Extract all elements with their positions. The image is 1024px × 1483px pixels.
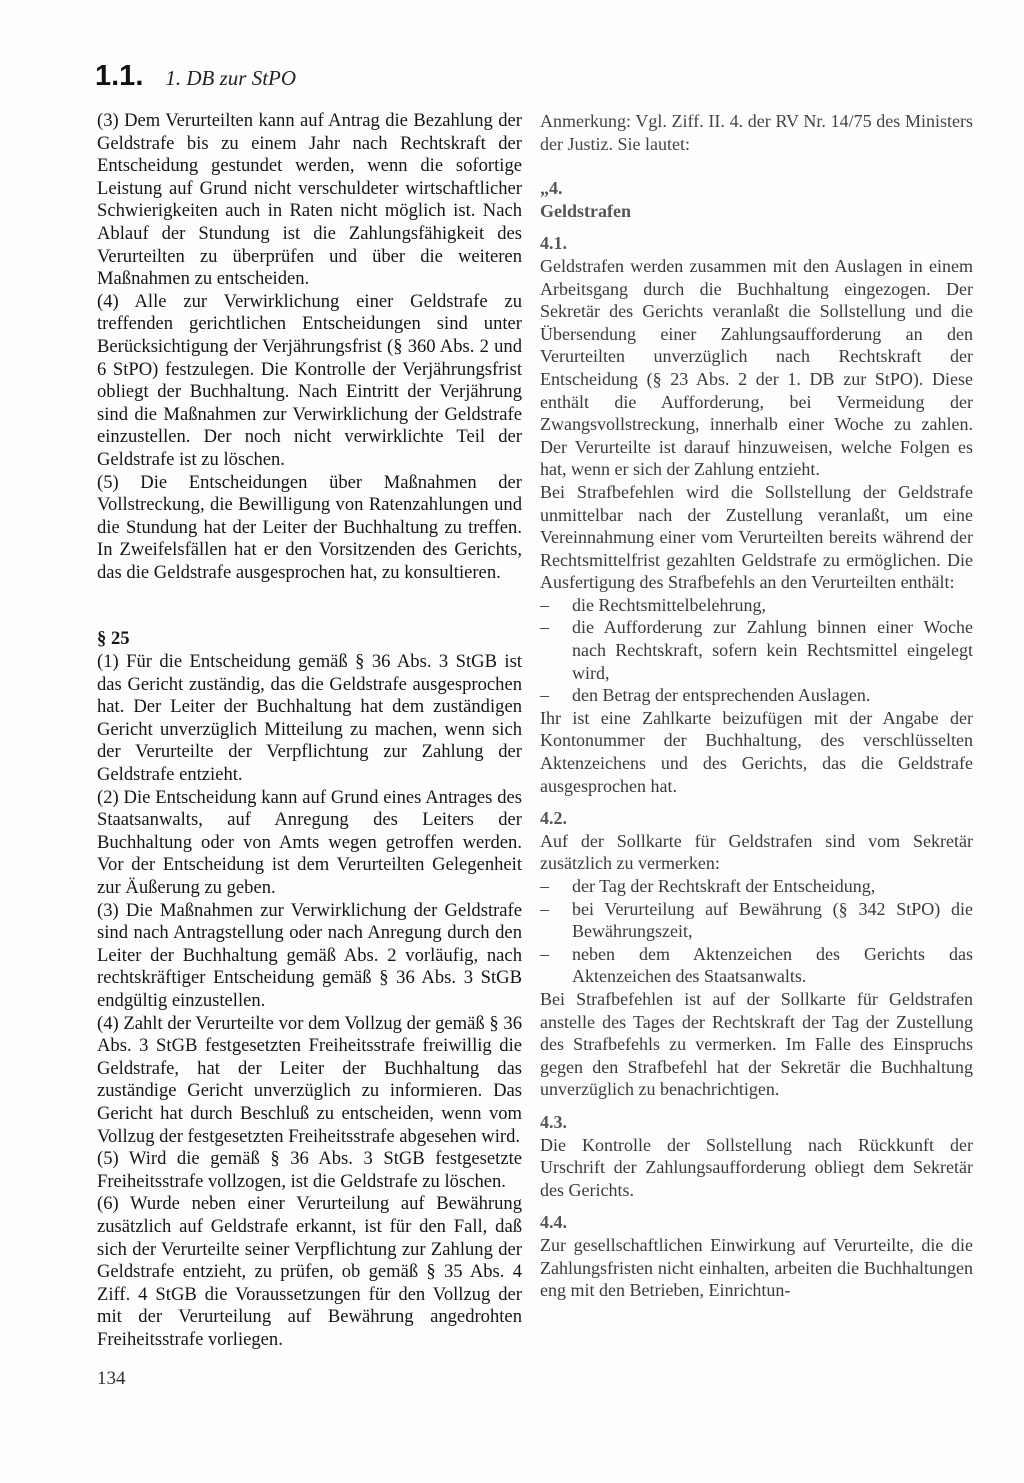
text-4-1-b: Bei Strafbefehlen wird die Sollstellung der Geldstrafe unmittelbar nach der Zustellung veranlaßt, um eine Vereinnahmung einer vom Verurteilten bereits während der Rechtsmittelfrist gezahlten Geldstrafe zu ermöglichen. Die Ausfertigung des Strafbefehls an den Verurteilten enthält: [540, 481, 973, 593]
left-column [97, 110, 522, 1351]
s25-paragraph-4: (4) Zahlt der Verurteilte vor dem Vollzug der gemäß § 36 Abs. 3 StGB festgesetzten Freiheitsstrafe freiwillig die Geldstrafe, hat der Leiter der Buchhaltung das zuständige Gericht unverzüglich zu informieren. Das Gericht hat durch Beschluß zu entscheiden, wenn vom Vollzug der festgesetzten Freiheitsstrafe abgesehen wird. [97, 1012, 522, 1147]
s25-paragraph-5: (5) Wird die gemäß § 36 Abs. 3 StGB festgesetzte Freiheitsstrafe vollzogen, ist die Geldstrafe zu löschen. [97, 1148, 522, 1192]
heading-4-2: 4.2. [540, 808, 567, 829]
page-number: 134 [97, 1368, 126, 1389]
text-4-1-c: Ihr ist eine Zahlkarte beizufügen mit der Angabe der Kontonummer der Buchhaltung, des verschlüsselten Aktenzeichens und des Gerichts, das die Geldstrafe ausgesprochen hat. [540, 707, 973, 796]
annotation-note: Anmerkung: Vgl. Ziff. II. 4. der RV Nr. 14/75 des Ministers der Justiz. Sie lautet: [540, 111, 973, 154]
text-4-1-a: Geldstrafen werden zusammen mit den Auslagen in einem Arbeitsgang durch die Buchhaltung eingezogen. Der Sekretär des Gerichts veranlaßt die Sollstellung und die Übersendung einer Zahlungsaufforderung an den Verurteilten unverzüglich nach Rechtskraft der Entscheidung (§ 23 Abs. 2 der 1. DB zur StPO). Diese enthält die Aufforderung, bei Vermeidung der Zwangsvollstreckung, innerhalb einer Woche zu zahlen. Der Verurteilte ist darauf hinzuweisen, welche Folgen es hat, wenn er sich der Zahlung entzieht. [540, 255, 973, 480]
heading-4-3: 4.3. [540, 1111, 567, 1132]
list-4-1 [540, 594, 973, 707]
list-item: – neben dem Aktenzeichen des Gerichts das Aktenzeichen des Staatsanwalts. [540, 943, 973, 988]
paragraph-3: (3) Dem Verurteilten kann auf Antrag die Bezahlung der Geldstrafe bis zu einem Jahr nach Rechtskraft der Entscheidung gestundet werden, wenn die sofortige Leistung auf Grund nicht verschuldeter wirtschaftlicher Schwierigkeiten auch in Raten nicht möglich ist. Nach Ablauf der Stundung ist die Zahlungsfähigkeit des Verurteilten zu überprüfen und über die weiteren Maßnahmen zu entscheiden. [97, 110, 522, 290]
text-4-2-b: Bei Strafbefehlen ist auf der Sollkarte für Geldstrafen anstelle des Tages der Rechtskraft der Tag der Zustellung des Strafbefehls zu vermerken. Im Falle des Einspruchs gegen den Strafbefehl hat der Sekretär die Buchhaltung unverzüglich zu benachrichtigen. [540, 988, 973, 1100]
heading-geldstrafen: Geldstrafen [540, 200, 631, 221]
heading-4-4: 4.4. [540, 1212, 567, 1233]
list-item: – bei Verurteilung auf Bewährung (§ 342 StPO) die Bewährungszeit, [540, 898, 973, 943]
section-title: 1. DB zur StPO [165, 66, 297, 90]
section-25-heading: § 25 [97, 628, 130, 650]
text-4-2-a: Auf der Sollkarte für Geldstrafen sind vom Sekretär zusätzlich zu vermerken: [540, 830, 973, 874]
running-header [95, 60, 296, 93]
s25-paragraph-3: (3) Die Maßnahmen zur Verwirklichung der Geldstrafe sind nach Antragstellung oder nach Anregung durch den Leiter der Buchhaltung gemäß Abs. 2 vorläufig, nach rechtskräftiger Entscheidung gemäß § 36 Abs. 3 StGB endgültig einzustellen. [97, 899, 522, 1011]
s25-paragraph-2: (2) Die Entscheidung kann auf Grund eines Antrages des Staatsanwalts, auf Anregung des Leiters der Buchhaltung oder von Amts wegen getroffen werden. Vor der Entscheidung ist dem Verurteilten Gelegenheit zur Äußerung zu geben. [97, 786, 522, 898]
s25-paragraph-1: (1) Für die Entscheidung gemäß § 36 Abs. 3 StGB ist das Gericht zuständig, das die Geldstrafe ausgesprochen hat. Der Leiter der Buchhaltung hat dem zuständigen Gericht unverzüglich Mitteilung zu machen, wenn sich der Verurteilte der Verpflichtung zur Zahlung der Geldstrafe entzieht. [97, 651, 522, 786]
right-column [540, 110, 973, 1302]
heading-4: „4. [540, 178, 563, 199]
heading-4-1: 4.1. [540, 233, 567, 254]
section-number: 1.1. [95, 60, 144, 92]
paragraph-4: (4) Alle zur Verwirklichung einer Geldstrafe zu treffenden gerichtlichen Entscheidungen sind unter Berücksichtigung der Verjährungsfrist (§ 360 Abs. 2 und 6 StPO) festzulegen. Die Kontrolle der Verjährungsfrist obliegt der Buchhaltung. Nach Eintritt der Verjährung sind die Maßnahmen zur Verwirklichung der Geldstrafe einzustellen. Der noch nicht verwirklichte Teil der Geldstrafe ist zu löschen. [97, 290, 522, 470]
list-item: – den Betrag der entsprechenden Auslagen. [540, 684, 973, 707]
s25-paragraph-6: (6) Wurde neben einer Verurteilung auf Bewährung zusätzlich auf Geldstrafe erkannt, ist für den Fall, daß sich der Verurteilte seiner Verpflichtung zur Zahlung der Geldstrafe entzieht, zu prüfen, ob gemäß § 35 Abs. 4 Ziff. 4 StGB die Voraussetzungen für den Vollzug der mit der Verurteilung auf Bewährung angedrohten Freiheitsstrafe vorliegen. [97, 1193, 522, 1350]
list-4-2 [540, 875, 973, 988]
list-item: – die Aufforderung zur Zahlung binnen einer Woche nach Rechtskraft, sofern kein Rechtsmittel eingelegt wird, [540, 616, 973, 684]
text-4-3: Die Kontrolle der Sollstellung nach Rückkunft der Urschrift der Zahlungsaufforderung obliegt dem Sekretär des Gerichts. [540, 1134, 973, 1200]
paragraph-5: (5) Die Entscheidungen über Maßnahmen der Vollstreckung, die Bewilligung von Ratenzahlungen und die Stundung hat der Leiter der Buchhaltung zu treffen. In Zweifelsfällen hat er den Vorsitzenden des Gerichts, das die Geldstrafe ausgesprochen hat, zu konsultieren. [97, 471, 522, 583]
list-item: – der Tag der Rechtskraft der Entscheidung, [540, 875, 973, 898]
list-item: – die Rechtsmittelbelehrung, [540, 594, 973, 617]
text-4-4: Zur gesellschaftlichen Einwirkung auf Verurteilte, die die Zahlungsfristen nicht einhalten, arbeiten die Buchhaltungen eng mit den Betrieben, Einrichtun- [540, 1234, 973, 1301]
